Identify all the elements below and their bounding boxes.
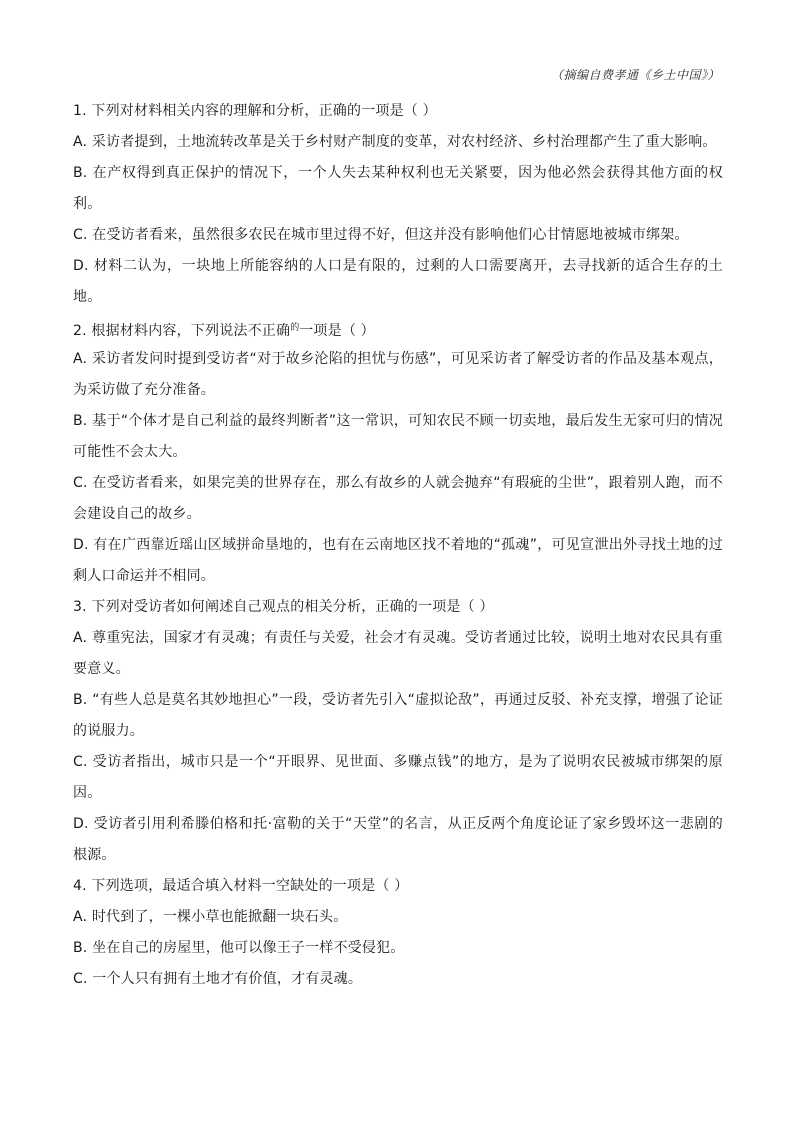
question-1-option-c: C. 在受访者看来，虽然很多农民在城市里过得不好，但这并没有影响他们心甘情愿地被城市绑架。 <box>73 227 689 243</box>
question-content <box>73 96 723 995</box>
question-3-option-b: B. “有些人总是莫名其妙地担心”一段，受访者先引入“虚拟论敌”，再通过反驳、补充支撑，增强了论证的说服力。 <box>73 692 723 739</box>
question-2-stem-mark: 的 <box>290 323 300 333</box>
question-2-option-c: C. 在受访者看来，如果完美的世界存在，那么有故乡的人就会抛弃“有瑕疵的尘世”，跟着别人跑，而不会建设自己的故乡。 <box>73 475 723 522</box>
question-3-option-c: C. 受访者指出，城市只是一个“开眼界、见世面、多赚点钱”的地方，是为了说明农民被城市绑架的原因。 <box>73 754 723 801</box>
question-2-option-a: A. 采访者发问时提到受访者“对于故乡沦陷的担忧与伤感”，可见采访者了解受访者的作品及基本观点，为采访做了充分准备。 <box>73 351 723 398</box>
question-1-option-a: A. 采访者提到，土地流转改革是关于乡村财产制度的变革，对农村经济、乡村治理都产生了重大影响。 <box>73 134 717 150</box>
question-2-stem-after: 一项是（ ） <box>299 323 375 339</box>
question-4-option-c: C. 一个人只有拥有土地才有价值，才有灵魂。 <box>73 971 363 987</box>
question-2-stem-before: 2. 根据材料内容，下列说法不正确 <box>73 323 291 339</box>
question-4-stem: 4. 下列选项，最适合填入材料一空缺处的一项是（ ） <box>73 878 409 894</box>
question-3-stem: 3. 下列对受访者如何阐述自己观点的相关分析，正确的一项是（ ） <box>73 599 494 615</box>
question-1-stem: 1. 下列对材料相关内容的理解和分析，正确的一项是（ ） <box>73 103 437 119</box>
question-2-option-d: D. 有在广西靠近瑶山区域拼命垦地的，也有在云南地区找不着地的“孤魂”，可见宣泄出外寻找土地的过剩人口命运并不相同。 <box>73 537 723 584</box>
question-3-option-d: D. 受访者引用利希滕伯格和托·富勒的关于“天堂”的名言，从正反两个角度论证了家乡毁坏这一悲剧的根源。 <box>73 816 723 863</box>
question-2-option-b: B. 基于“个体才是自己利益的最终判断者”这一常识，可知农民不顾一切卖地，最后发生无家可归的情况可能性不会太大。 <box>73 413 723 460</box>
question-4-option-b: B. 坐在自己的房屋里，他可以像王子一样不受侵犯。 <box>73 940 405 956</box>
question-3-option-a: A. 尊重宪法，国家才有灵魂；有责任与关爱，社会才有灵魂。受访者通过比较，说明土地对农民具有重要意义。 <box>73 630 723 677</box>
question-4-option-a: A. 时代到了，一棵小草也能掀翻一块石头。 <box>73 909 348 925</box>
source-citation: （摘编自费孝通《乡土中国》） <box>550 68 720 82</box>
question-1-option-b: B. 在产权得到真正保护的情况下，一个人失去某种权利也无关紧要，因为他必然会获得其他方面的权利。 <box>73 165 723 212</box>
question-2-stem <box>73 313 723 344</box>
question-1-option-d: D. 材料二认为，一块地上所能容纳的人口是有限的，过剩的人口需要离开，去寻找新的适合生存的土地。 <box>73 258 723 305</box>
